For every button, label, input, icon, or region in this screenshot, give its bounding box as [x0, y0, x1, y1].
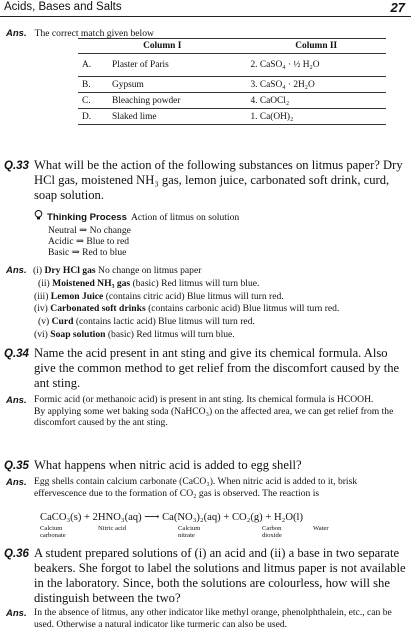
row-letter: B.: [78, 77, 108, 93]
answer-label: Ans.: [6, 28, 27, 39]
header-rule: [0, 16, 411, 17]
column-1-header: Column I: [78, 39, 246, 54]
q36-answer: In the absence of litmus, any other indicator like methyl orange, phenolphthalein, etc., can be used. Otherwise a natural indicator like turmeric can also be used.: [34, 607, 392, 630]
row-formula: 1. Ca(OH)₂: [246, 109, 386, 125]
column-2-header: Column II: [246, 39, 386, 54]
row-letter: C.: [78, 93, 108, 109]
page-number: 27: [390, 0, 405, 15]
thinking-process: [34, 207, 394, 258]
thinking-line: Acidic ⇒ Blue to red: [48, 236, 130, 247]
question-text: Name the acid present in ant sting and give its chemical formula. Also give the common method to get relief from the discomfort caused by the ant sting.: [34, 346, 400, 390]
answer-paragraph: By applying some wet baking soda (NaHCO₃) on the affected area, we can get relief from the discomfort caused by the ant sting.: [34, 405, 394, 429]
answer-rest: (contains lactic acid) Blue litmus will turn red.: [73, 316, 255, 328]
equation-label: Calcium: [178, 525, 201, 532]
thinking-line: Basic ⇒ Red to blue: [48, 247, 127, 258]
answer-bold: Carbonated soft drinks: [50, 303, 146, 315]
reaction-equation: CaCO₃(s) + 2HNO₃(aq) ⟶ Ca(NO₃)₂(aq) + CO₂(g) + H₂O(l): [40, 512, 303, 523]
label-carbon-dioxide: [262, 525, 282, 539]
table-row: [78, 109, 386, 125]
answer-label: Ans.: [6, 477, 27, 488]
question-number: Q.33: [4, 160, 29, 172]
table-row: [78, 54, 386, 77]
q32-intro: The correct match given below: [34, 28, 154, 39]
answer-rest: No change on litmus paper: [95, 265, 202, 276]
equation-label: dioxide: [262, 532, 282, 539]
thinking-title: Thinking Process: [47, 212, 127, 223]
answer-index: (i): [33, 265, 43, 276]
row-formula: 4. CaOCl₂: [246, 93, 386, 109]
table-row: [78, 93, 386, 109]
answer-index: (iii): [34, 290, 49, 302]
label-calcium-nitrate: [178, 525, 200, 539]
row-item: Gypsum: [108, 77, 246, 93]
answer-rest: (contains citric acid) Blue litmus will turn red.: [103, 290, 284, 302]
lightbulb-icon: [34, 207, 43, 217]
question-number: Q.36: [4, 548, 29, 560]
table-row: [78, 77, 386, 93]
answer-label: Ans.: [6, 395, 27, 406]
question-text: What happens when nitric acid is added to egg shell?: [34, 458, 302, 472]
row-formula: 2. CaSO₄ · ½ H₂O: [246, 54, 386, 77]
answer-rest: (basic) Red litmus will turn blue.: [105, 328, 235, 340]
label-calcium-carbonate: [40, 525, 66, 539]
answer-bold: Dry HCl gas: [44, 265, 96, 276]
q35-answer: Egg shells contain calcium carbonate (CaCO₃). When nitric acid is added to it, brisk effervescence due to the formation of CO₂ gas is observed. The reaction is: [34, 476, 358, 499]
question-text: A student prepared solutions of (i) an acid and (ii) a base in two separate beakers. She forgot to label the solutions and litmus paper is not available in the laboratory. Since, both the solutions are colourless, how will she distinguish between the two?: [34, 546, 406, 605]
row-letter: D.: [78, 109, 108, 125]
thinking-line: Neutral ⇒ No change: [48, 225, 131, 236]
answer-label: Ans.: [6, 608, 27, 619]
row-formula: 3. CaSO₄ · 2H₂O: [246, 77, 386, 93]
q33-answer: [6, 265, 406, 342]
answer-bold: Curd: [51, 316, 74, 328]
equation-label: Water: [313, 525, 329, 532]
row-item: Slaked lime: [108, 109, 246, 125]
answer-label: Ans.: [6, 265, 27, 276]
thinking-subtitle: Action of litmus on solution: [130, 212, 240, 223]
equation-label: Calcium: [40, 525, 63, 532]
answer-index: (iv): [34, 303, 48, 315]
equation-label: Nitric acid: [98, 525, 127, 532]
answer-index: (v): [38, 316, 50, 328]
equation-label: nitrate: [178, 532, 195, 539]
answer-bold: Soap solution: [50, 328, 106, 340]
q34-answer: [34, 394, 406, 429]
answer-index: (vi): [34, 328, 48, 340]
answer-paragraph: Formic acid (or methanoic acid) is present in ant sting. Its chemical formula is HCOOH.: [34, 394, 374, 405]
equation-label: carbonate: [40, 532, 66, 539]
match-table: [78, 38, 386, 125]
equation-label: Carbon: [262, 525, 282, 532]
question-text: What will be the action of the following substances on litmus paper? Dry HCl gas, moistened NH₃ gas, lemon juice, carbonated soft drink, curd, soap solution.: [34, 158, 403, 202]
answer-bold: Lemon Juice: [50, 290, 104, 302]
row-item: Plaster of Paris: [108, 54, 246, 77]
row-letter: A.: [78, 54, 108, 77]
answer-bold: Moistened NH₃ gas: [52, 277, 131, 289]
running-header-title: Acids, Bases and Salts: [4, 1, 122, 13]
row-item: Bleaching powder: [108, 93, 246, 109]
question-number: Q.34: [4, 348, 29, 360]
answer-index: (ii): [38, 277, 50, 289]
question-number: Q.35: [4, 460, 29, 472]
answer-rest: (basic) Red litmus will turn blue.: [130, 277, 260, 289]
answer-rest: (contains carbonic acid) Blue litmus will turn red.: [145, 303, 340, 315]
table-header-row: [78, 39, 386, 54]
